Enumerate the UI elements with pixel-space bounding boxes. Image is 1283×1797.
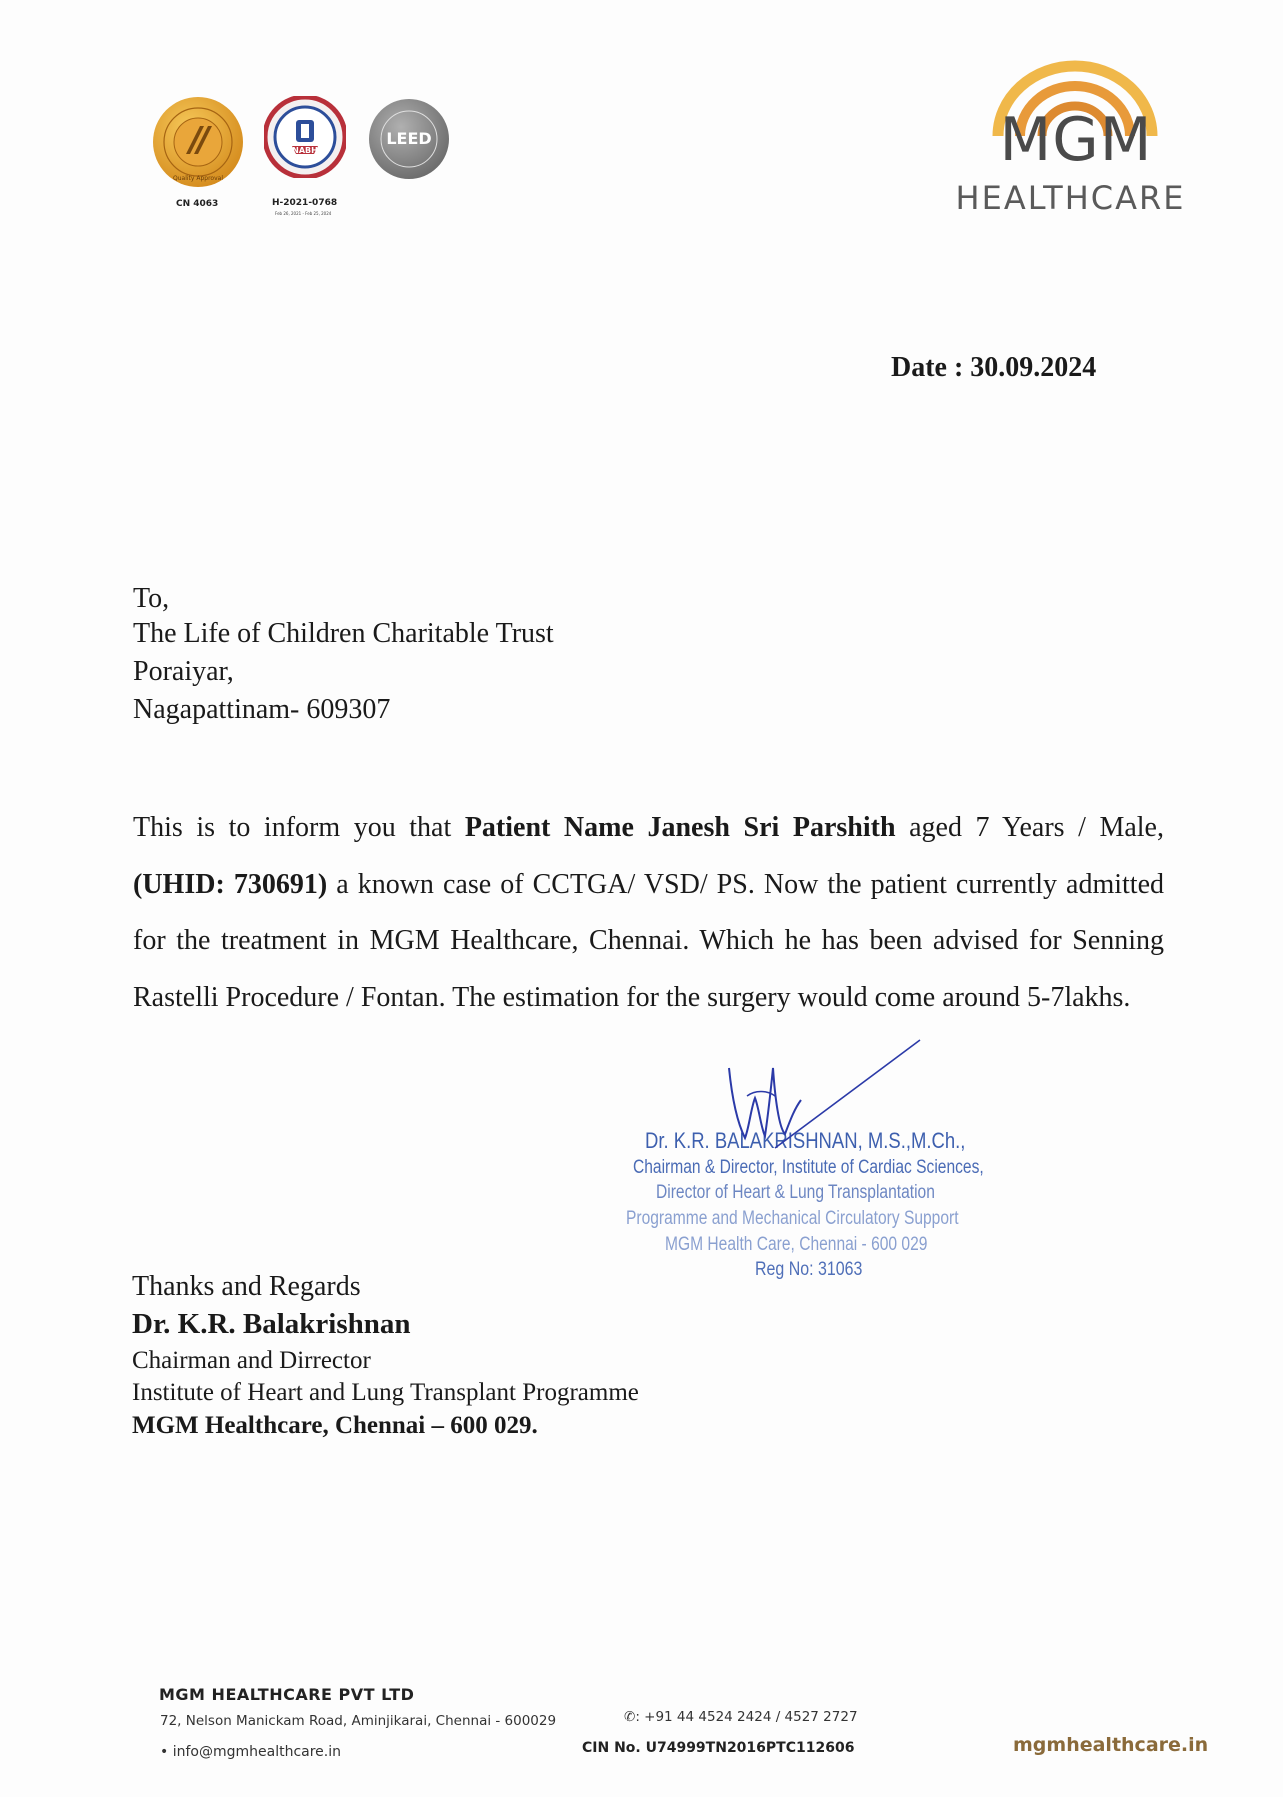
phone-icon: ✆	[624, 1709, 636, 1725]
address-line: The Life of Children Charitable Trust	[133, 618, 554, 649]
seal-ring-text: Quality Approval	[173, 175, 223, 182]
signature	[715, 1038, 935, 1158]
uhid: (UHID: 730691)	[133, 868, 328, 900]
signatory-hospital: MGM Healthcare, Chennai – 600 029.	[132, 1412, 538, 1439]
footer-email-address: info@mgmhealthcare.in	[172, 1744, 342, 1760]
body-text: aged 7 Years / Male,	[895, 812, 1164, 843]
signatory-name: Dr. K.R. Balakrishnan	[132, 1308, 411, 1340]
body-text: a known case of CCTGA/ VSD/ PS. Now the patient currently admitted for the treatment in MGM Healthcare, Chennai. Which he has been advised for Senning Rastelli Procedure / Fontan. The estimation for the surgery would come around 5-7lakhs.	[133, 868, 1164, 1013]
logo-mgm: MGM	[999, 105, 1153, 175]
jci-seal-caption: CN 4063	[176, 199, 219, 209]
stamp-line: Dr. K.R. BALAKRISHNAN, M.S.,M.Ch.,	[645, 1128, 966, 1153]
signatory-institute: Institute of Heart and Lung Transplant Programme	[132, 1379, 639, 1406]
nabh-seal	[264, 96, 346, 178]
footer-email[interactable]	[160, 1744, 341, 1760]
patient-name: Patient Name Janesh Sri Parshith	[464, 812, 896, 843]
stamp-line: Director of Heart & Lung Transplantation	[656, 1182, 935, 1203]
bullet-icon: •	[160, 1744, 173, 1760]
footer-company: MGM HEALTHCARE PVT LTD	[159, 1685, 415, 1704]
nabh-seal-validity: Feb 26, 2021 - Feb 25, 2024	[275, 211, 332, 216]
address-line: To,	[133, 583, 170, 614]
stamp-line: Chairman & Director, Institute of Cardiac Sciences,	[633, 1157, 984, 1178]
letter-date: Date : 30.09.2024	[891, 352, 1097, 383]
address-line: Poraiyar,	[133, 656, 234, 687]
signatory-title: Chairman and Dirrector	[132, 1347, 371, 1374]
leed-seal	[368, 98, 450, 180]
closing-regards: Thanks and Regards	[132, 1271, 361, 1302]
letter-body	[133, 800, 1164, 1026]
nabh-seal-caption: H-2021-0768	[272, 198, 338, 208]
footer-phone-number: : +91 44 4524 2424 / 4527 2727	[635, 1709, 858, 1725]
footer-cin: CIN No. U74999TN2016PTC112606	[582, 1740, 855, 1756]
stamp-line: Programme and Mechanical Circulatory Support	[626, 1208, 959, 1229]
body-text: This is to inform you that	[133, 812, 465, 843]
footer-address: 72, Nelson Manickam Road, Aminjikarai, Chennai - 600029	[160, 1713, 557, 1729]
jci-quality-seal	[152, 96, 244, 188]
footer-website[interactable]: mgmhealthcare.in	[1013, 1734, 1209, 1756]
logo-healthcare: HEALTHCARE	[955, 179, 1186, 217]
stamp-line: MGM Health Care, Chennai - 600 029	[665, 1234, 928, 1255]
footer-phone	[624, 1709, 858, 1725]
nabh-seal-text: NABH	[292, 146, 318, 155]
stamp-line: Reg No: 31063	[755, 1259, 863, 1280]
leed-seal-text: LEED	[386, 129, 432, 148]
address-line: Nagapattinam- 609307	[133, 694, 391, 725]
